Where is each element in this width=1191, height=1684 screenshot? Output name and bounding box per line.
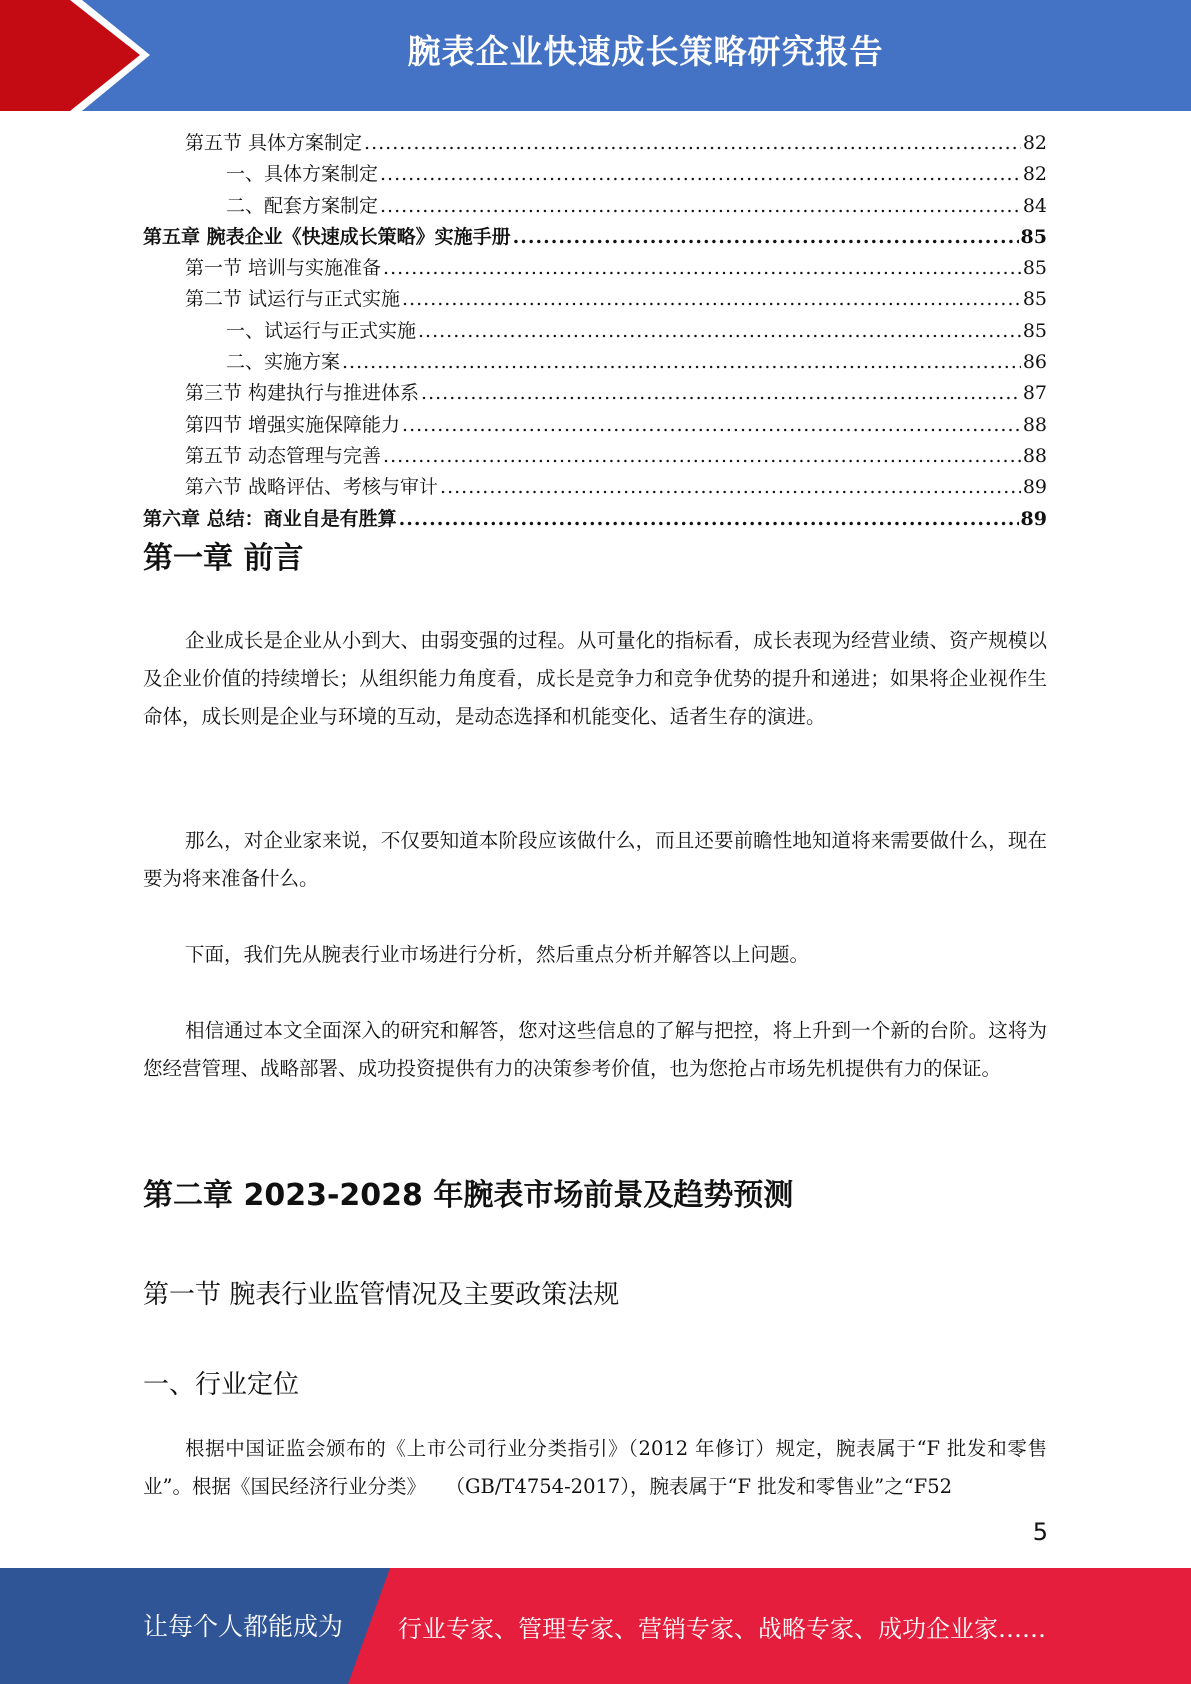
toc-leader-dots	[383, 253, 1021, 284]
toc-entry-page: 84	[1022, 194, 1047, 217]
toc-entry[interactable]	[143, 410, 1047, 441]
toc-leader-dots	[402, 284, 1021, 315]
toc-entry-label: 二、实施方案	[226, 351, 341, 374]
toc-entry[interactable]	[143, 284, 1047, 315]
toc-entry-page: 85	[1022, 319, 1047, 342]
toc-leader-dots	[418, 316, 1021, 347]
page-footer	[0, 1568, 1191, 1684]
toc-entry-label: 第六章 总结：商业自是有胜算	[143, 507, 397, 530]
report-title: 腕表企业快速成长策略研究报告	[407, 32, 884, 71]
toc-entry-page: 88	[1022, 444, 1047, 467]
toc-leader-dots	[383, 441, 1021, 472]
toc-leader-dots	[380, 159, 1021, 190]
toc-entry[interactable]	[143, 378, 1047, 409]
toc-entry[interactable]	[143, 472, 1047, 503]
toc-entry[interactable]	[143, 347, 1047, 378]
page-header	[0, 0, 1191, 111]
page-number: 5	[1032, 1518, 1048, 1546]
toc-entry-page: 82	[1022, 163, 1047, 186]
chapter-1-paragraph-2: 那么，对企业家来说，不仅要知道本阶段应该做什么，而且还要前瞻性地知道将来需要做什么，现在要为将来准备什么。	[143, 829, 1047, 890]
toc-entry-label: 第五节 具体方案制定	[185, 132, 363, 154]
toc-entry-page: 87	[1022, 382, 1047, 405]
toc-entry[interactable]	[143, 128, 1047, 159]
header-arrow-icon	[0, 0, 140, 111]
chapter-1-heading: 第一章 前言	[143, 541, 304, 576]
toc-entry[interactable]	[143, 191, 1047, 222]
toc-entry-label: 第四节 增强实施保障能力	[185, 413, 401, 436]
toc-entry-page: 86	[1022, 351, 1047, 374]
toc-entry-label: 一、具体方案制定	[226, 163, 379, 186]
toc-entry[interactable]	[143, 441, 1047, 472]
toc-entry-page: 85	[1022, 288, 1047, 311]
toc-entry-page: 82	[1022, 132, 1047, 154]
toc-entry-label: 第五章 腕表企业《快速成长策略》实施手册	[143, 225, 511, 248]
table-of-contents	[143, 128, 1047, 535]
toc-entry-label: 第六节 战略评估、考核与审计	[185, 476, 439, 499]
toc-entry-page: 85	[1022, 257, 1047, 280]
toc-entry-label: 二、配套方案制定	[226, 194, 379, 217]
chapter-1-paragraph-4: 相信通过本文全面深入的研究和解答，您对这些信息的了解与把控，将上升到一个新的台阶。这将为您经营管理、战略部署、成功投资提供有力的决策参考价值，也为您抢占市场先机提供有力的保证。	[143, 1019, 1047, 1080]
toc-entry[interactable]	[143, 159, 1047, 190]
toc-entry-label: 第二节 试运行与正式实施	[185, 288, 401, 311]
toc-entry[interactable]	[143, 504, 1047, 535]
toc-leader-dots	[380, 191, 1021, 222]
toc-entry-label: 第五节 动态管理与完善	[185, 444, 382, 467]
toc-entry[interactable]	[143, 222, 1047, 253]
toc-entry-label: 一、试运行与正式实施	[226, 319, 417, 342]
toc-entry-page: 85	[1020, 225, 1047, 248]
toc-leader-dots	[402, 410, 1021, 441]
section-1-heading: 第一节 腕表行业监管情况及主要政策法规	[143, 1280, 620, 1310]
chapter-2-heading: 第二章 2023-2028 年腕表市场前景及趋势预测	[143, 1178, 794, 1213]
toc-entry-label: 第三节 构建执行与推进体系	[185, 382, 420, 405]
chapter-1-paragraph-1: 企业成长是企业从小到大、由弱变强的过程。从可量化的指标看，成长表现为经营业绩、资产规模以及企业价值的持续增长；从组织能力角度看，成长是竞争力和竞争优势的提升和递进；如果将企业视作生命体，成长则是企业与环境的互动，是动态选择和机能变化、适者生存的演进。	[143, 629, 1047, 728]
chapter-1-paragraph-3: 下面，我们先从腕表行业市场进行分析，然后重点分析并解答以上问题。	[185, 943, 810, 966]
toc-leader-dots	[364, 128, 1021, 159]
toc-leader-dots	[399, 504, 1019, 535]
toc-entry-page: 89	[1022, 476, 1047, 499]
toc-leader-dots	[513, 222, 1019, 253]
subsection-1-heading: 一、行业定位	[143, 1370, 300, 1400]
toc-entry-label: 第一节 培训与实施准备	[185, 257, 382, 280]
toc-entry-page: 88	[1022, 413, 1047, 436]
toc-entry[interactable]	[143, 316, 1047, 347]
toc-entry[interactable]	[143, 253, 1047, 284]
toc-leader-dots	[421, 378, 1021, 409]
toc-entry-page: 89	[1020, 507, 1047, 530]
toc-leader-dots	[342, 347, 1021, 378]
footer-slogan-right: 行业专家、管理专家、营销专家、战略专家、成功企业家……	[398, 1615, 1046, 1643]
chapter-2-paragraph-1: 根据中国证监会颁布的《上市公司行业分类指引》（2012 年修订）规定，腕表属于“F 批发和零售业”。根据《国民经济行业分类》 （GB/T4754-2017），腕表属于“F 批发和零售业”之“F52	[143, 1437, 1047, 1498]
toc-leader-dots	[440, 472, 1021, 503]
footer-slogan-left: 让每个人都能成为	[143, 1612, 344, 1641]
